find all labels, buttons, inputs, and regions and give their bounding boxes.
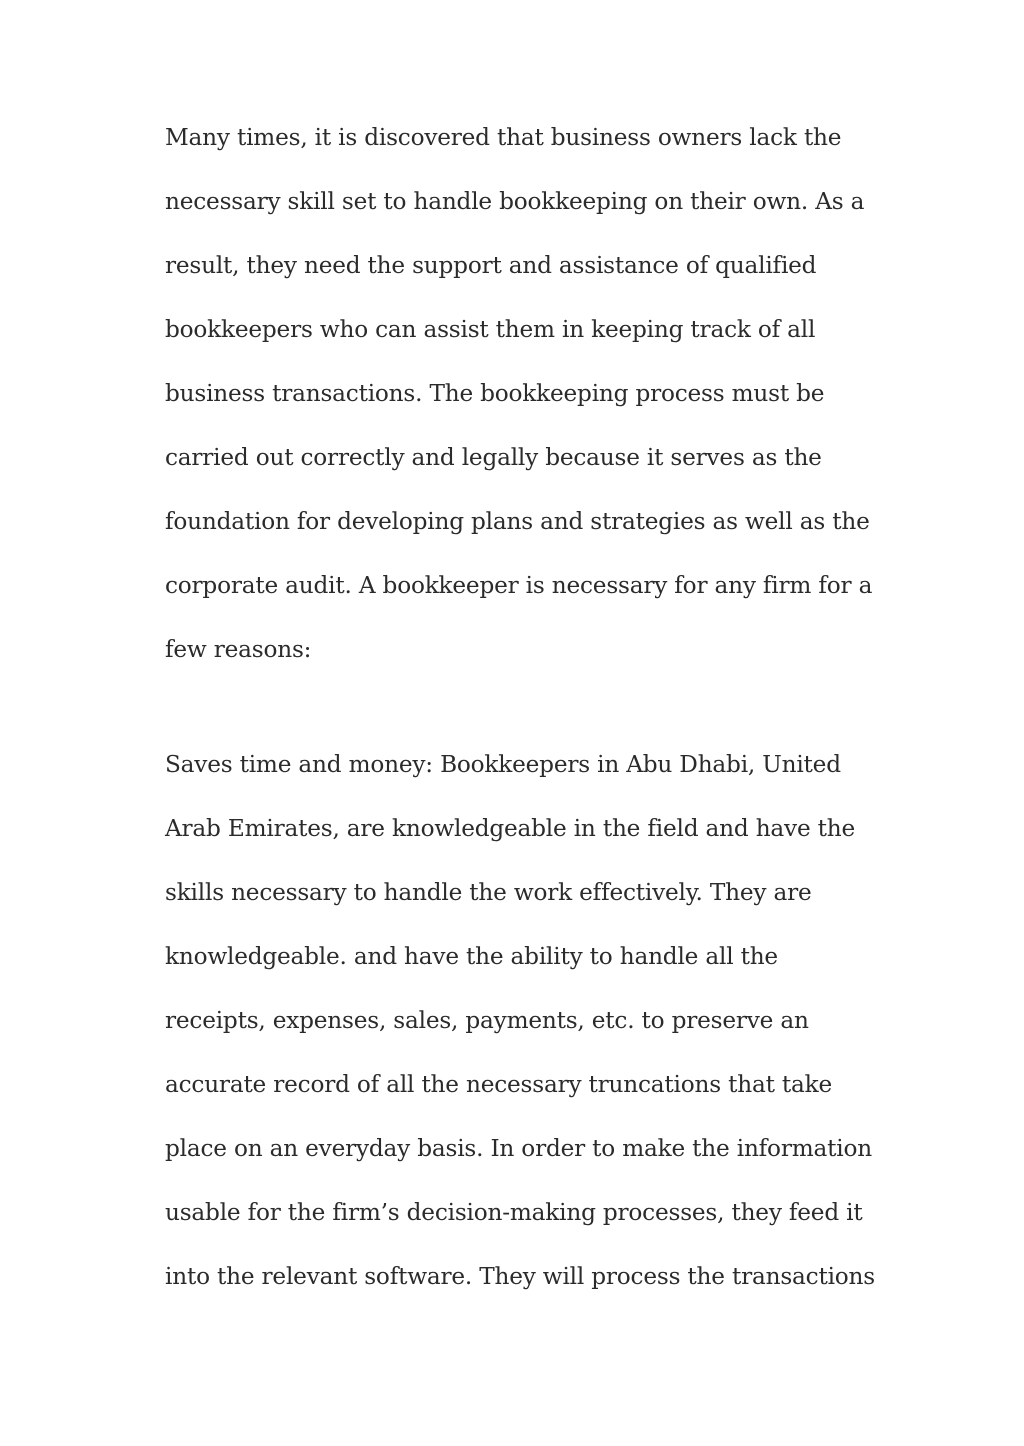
text-line: accurate record of all the necessary truncations that take bbox=[165, 1071, 832, 1098]
text-line: carried out correctly and legally because it serves as the bbox=[165, 444, 822, 471]
text-line: Saves time and money: Bookkeepers in Abu Dhabi, United bbox=[165, 751, 841, 778]
text-line: foundation for developing plans and strategies as well as the bbox=[165, 508, 870, 535]
text-line: necessary skill set to handle bookkeeping on their own. As a bbox=[165, 188, 865, 215]
text-line: knowledgeable. and have the ability to handle all the bbox=[165, 943, 778, 970]
text-line: few reasons: bbox=[165, 636, 312, 663]
text-line: Arab Emirates, are knowledgeable in the field and have the bbox=[165, 815, 856, 842]
text-line: skills necessary to handle the work effectively. They are bbox=[165, 879, 812, 906]
text-line: result, they need the support and assistance of qualified bbox=[165, 252, 817, 279]
text-line: Many times, it is discovered that business owners lack the bbox=[165, 124, 842, 151]
text-line: corporate audit. A bookkeeper is necessary for any firm for a bbox=[165, 572, 873, 599]
text-line: into the relevant software. They will process the transactions bbox=[165, 1263, 875, 1290]
text-line: business transactions. The bookkeeping process must be bbox=[165, 380, 825, 407]
text-line: bookkeepers who can assist them in keeping track of all bbox=[165, 316, 816, 343]
text-line: receipts, expenses, sales, payments, etc. to preserve an bbox=[165, 1007, 809, 1034]
text-line: usable for the firm’s decision-making processes, they feed it bbox=[165, 1199, 863, 1226]
text-line: place on an everyday basis. In order to make the information bbox=[165, 1135, 872, 1162]
